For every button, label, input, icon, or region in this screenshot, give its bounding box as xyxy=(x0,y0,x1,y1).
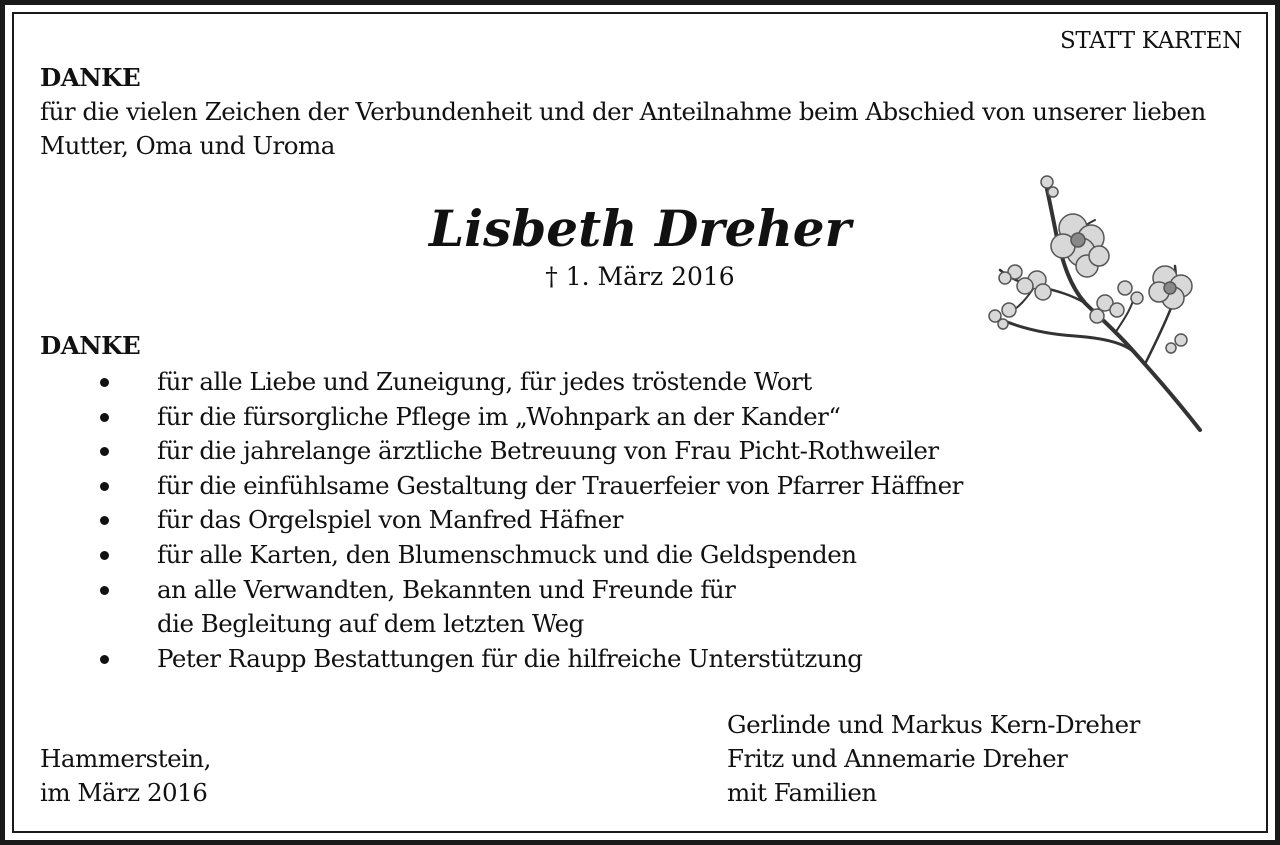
place-and-date: Hammerstein, im März 2016 xyxy=(40,744,211,807)
deceased-name: Lisbeth Dreher xyxy=(429,199,851,258)
thanks-item-text: Peter Raupp Bestattungen für die hilfreiche Unterstützung xyxy=(157,643,863,673)
thanks-list-item xyxy=(100,503,963,538)
thanks-item-text: für alle Karten, den Blumenschmuck und die Geldspenden xyxy=(157,539,857,569)
death-date: † 1. März 2016 xyxy=(545,262,735,291)
thanks-list-item xyxy=(100,469,963,504)
bullet-icon xyxy=(100,586,109,595)
thanks-item-text: für die einfühlsame Gestaltung der Trauerfeier von Pfarrer Häffner xyxy=(157,470,963,500)
bullet-icon xyxy=(100,447,109,456)
thanks-list-item xyxy=(100,434,963,469)
thanks-list-item xyxy=(100,365,963,400)
signature-block: Gerlinde und Markus Kern-Dreher Fritz und Annemarie Dreher mit Familien xyxy=(727,710,1140,807)
thanks-list xyxy=(100,365,963,676)
bullet-icon xyxy=(100,413,109,422)
intro-heading: DANKE xyxy=(40,63,141,92)
thanks-item-text: für das Orgelspiel von Manfred Häfner xyxy=(157,505,623,535)
thanks-list-item xyxy=(100,573,963,642)
intro-text: für die vielen Zeichen der Verbundenheit und der Anteilnahme beim Abschied von unserer lieben Mutter, Oma und Uroma xyxy=(40,97,1206,160)
bullet-icon xyxy=(100,551,109,560)
thanks-heading: DANKE xyxy=(40,331,141,360)
thanks-list-item xyxy=(100,538,963,573)
bullet-icon xyxy=(100,378,109,387)
thanks-list-item xyxy=(100,400,963,435)
thanks-item-text: für die fürsorgliche Pflege im „Wohnpark an der Kander“ xyxy=(157,401,841,431)
thanks-item-text: für die jahrelange ärztliche Betreuung von Frau Picht-Rothweiler xyxy=(157,436,939,466)
thanks-item-text: an alle Verwandten, Bekannten und Freunde für die Begleitung auf dem letzten Weg xyxy=(157,574,736,639)
bullet-icon xyxy=(100,516,109,525)
bullet-icon xyxy=(100,655,109,664)
cherry-blossom-branch-icon xyxy=(975,168,1215,438)
thanks-list-item xyxy=(100,642,963,677)
statt-karten-label: STATT KARTEN xyxy=(1059,28,1242,54)
thanks-item-text: für alle Liebe und Zuneigung, für jedes tröstende Wort xyxy=(157,367,812,396)
bullet-icon xyxy=(100,482,109,491)
